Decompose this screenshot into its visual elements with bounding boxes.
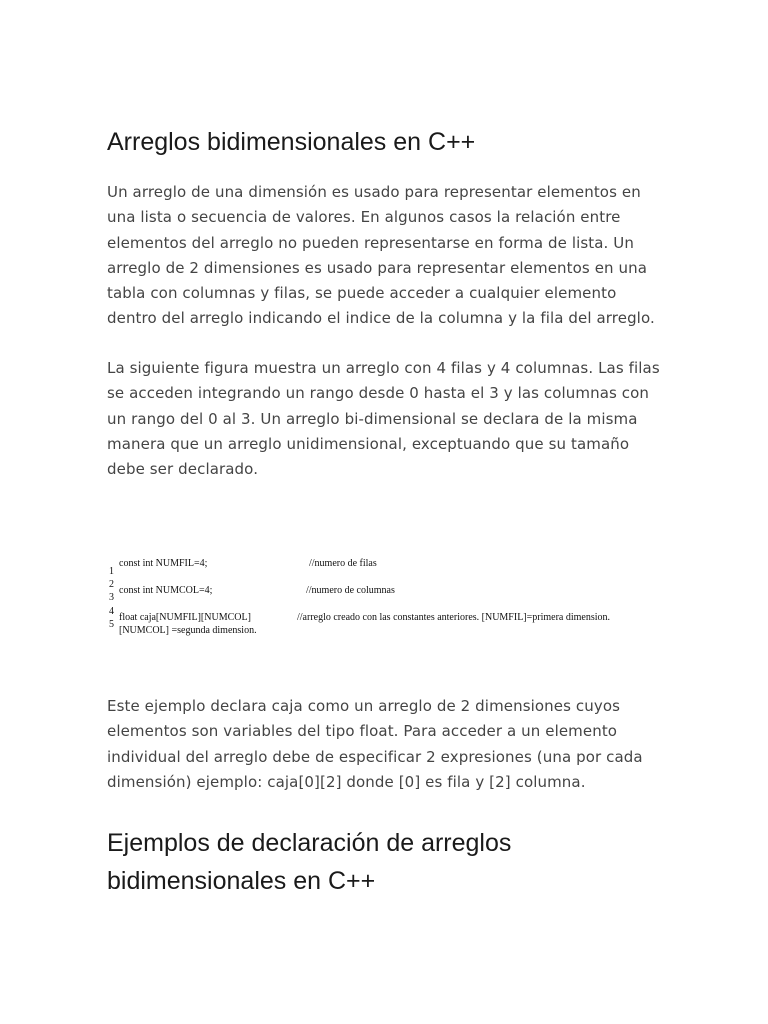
section-heading bbox=[107, 824, 511, 900]
paragraph-line: La siguiente figura muestra un arreglo con 4 filas y 4 columnas. Las filas bbox=[107, 359, 660, 377]
paragraph-line: tabla con columnas y filas, se puede acceder a cualquier elemento bbox=[107, 284, 617, 303]
code-statement: const int NUMCOL=4; bbox=[119, 585, 213, 596]
code-statement: float caja[NUMFIL][NUMCOL] bbox=[119, 612, 251, 623]
paragraph-line: manera que un arreglo unidimensional, exceptuando que su tamaño bbox=[107, 434, 630, 453]
paragraph-line: elementos del arreglo no pueden representarse en forma de lista. Un bbox=[107, 233, 634, 252]
paragraph-line: Un arreglo de una dimensión es usado para representar elementos en bbox=[107, 183, 641, 201]
code-line-number: 4 bbox=[109, 606, 114, 617]
paragraph-line: elementos son variables del tipo float. Para acceder a un elemento bbox=[107, 722, 618, 741]
paragraph-line: una lista o secuencia de valores. En algunos casos la relación entre bbox=[107, 208, 621, 227]
code-comment: //numero de columnas bbox=[306, 585, 395, 596]
paragraph-line: Este ejemplo declara caja como un arreglo de 2 dimensiones cuyos bbox=[107, 697, 621, 715]
example-paragraph bbox=[107, 694, 667, 795]
intro-paragraph bbox=[107, 180, 667, 332]
code-statement: const int NUMFIL=4; bbox=[119, 558, 208, 569]
paragraph-line: un rango del 0 al 3. Un arreglo bi-dimensional se declara de la misma bbox=[107, 409, 638, 428]
paragraph-line: se acceden integrando un rango desde 0 hasta el 3 y las columnas con bbox=[107, 384, 650, 403]
figure-description-paragraph bbox=[107, 356, 667, 482]
heading-line: bidimensionales en C++ bbox=[107, 867, 376, 895]
page-title: Arreglos bidimensionales en C++ bbox=[107, 128, 476, 156]
paragraph-line: dentro del arreglo indicando el indice de la columna y la fila del arreglo. bbox=[107, 309, 655, 328]
code-statement: [NUMCOL] =segunda dimension. bbox=[119, 625, 257, 636]
paragraph-line: debe ser declarado. bbox=[107, 460, 259, 479]
paragraph-line: arreglo de 2 dimensiones es usado para representar elementos en una bbox=[107, 258, 648, 277]
paragraph-line: individual del arreglo debe de especificar 2 expresiones (una por cada bbox=[107, 747, 643, 766]
code-line-number: 5 bbox=[109, 619, 114, 630]
paragraph-line: dimensión) ejemplo: caja[0][2] donde [0] es fila y [2] columna. bbox=[107, 772, 586, 791]
heading-line: Ejemplos de declaración de arreglos bbox=[107, 829, 512, 857]
code-comment: //numero de filas bbox=[309, 558, 377, 569]
code-line-number: 1 bbox=[109, 566, 114, 577]
code-comment: //arreglo creado con las constantes anteriores. [NUMFIL]=primera dimension. bbox=[297, 612, 611, 623]
code-line-number: 3 bbox=[109, 592, 114, 603]
code-line-number: 2 bbox=[109, 579, 114, 590]
